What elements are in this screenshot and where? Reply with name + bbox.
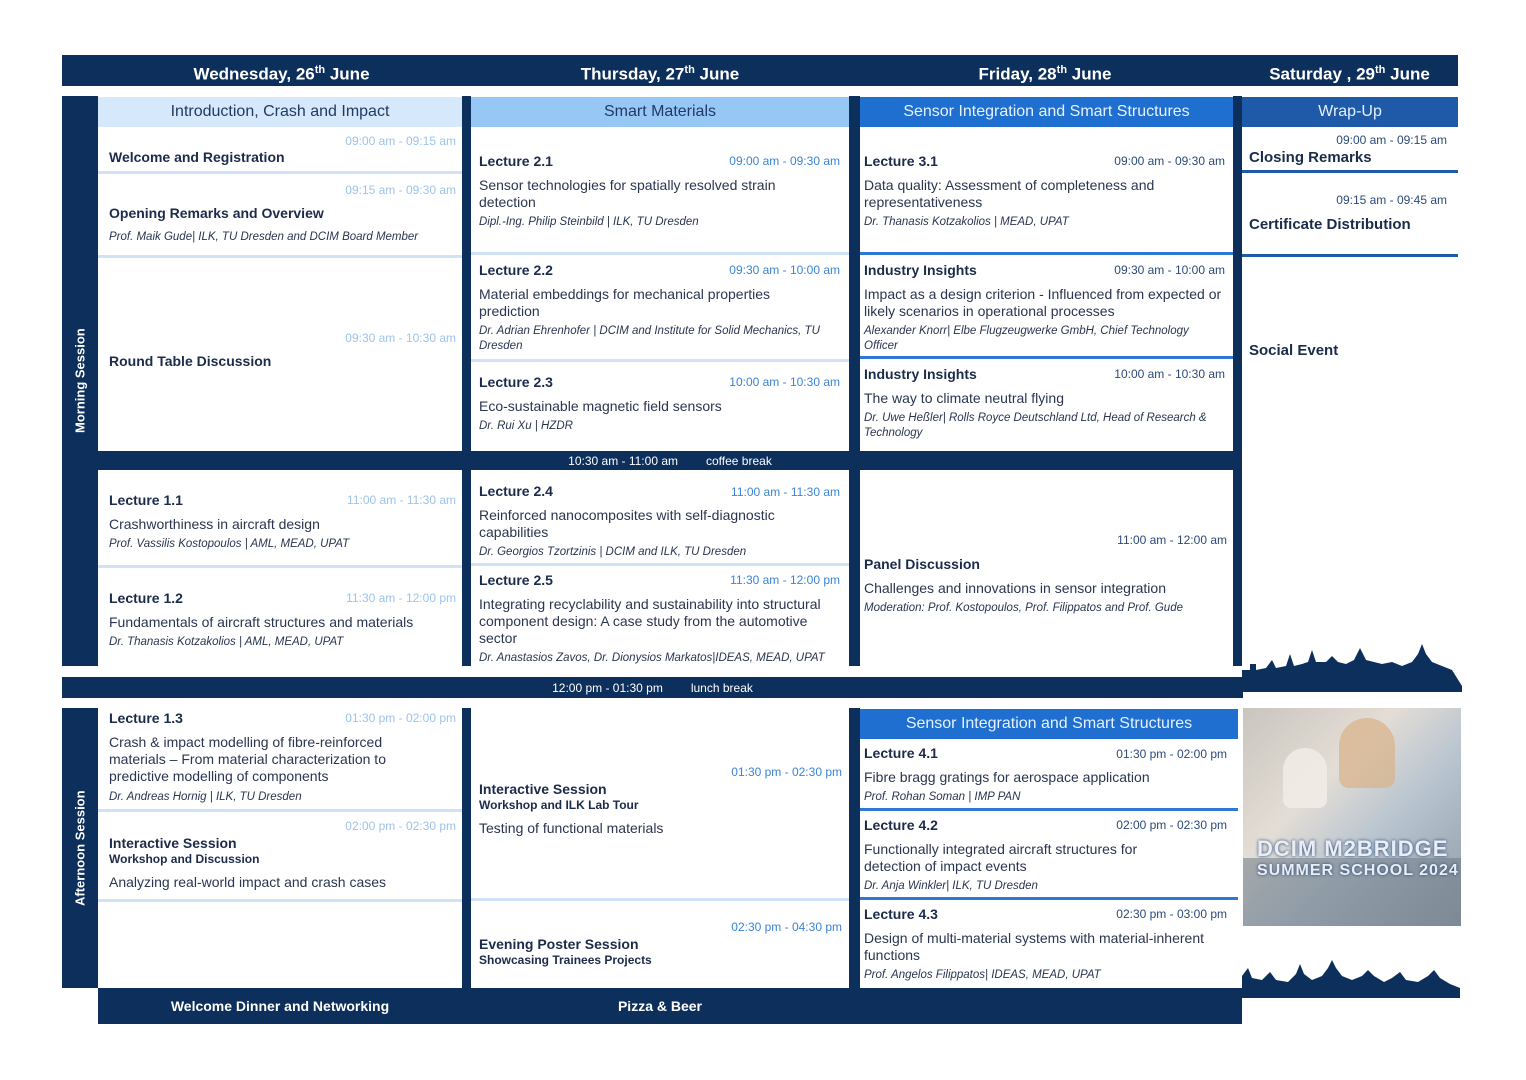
session-title: Lecture 2.5 [479, 572, 553, 588]
session-time: 09:30 am - 10:00 am [729, 263, 840, 277]
session-title: Lecture 2.1 [479, 153, 553, 169]
session-title: Evening Poster Session [479, 936, 639, 952]
session-cell [471, 127, 849, 255]
session-time: 01:30 pm - 02:00 pm [1116, 747, 1227, 761]
session-title: Lecture 2.2 [479, 262, 553, 278]
session-author: Dr. Thanasis Kotzakolios | MEAD, UPAT [864, 216, 1069, 228]
session-description: Design of multi-material systems with material-inherent functions [864, 930, 1204, 963]
session-title: Lecture 1.3 [109, 710, 183, 726]
session-cell [860, 359, 1233, 451]
person-figure [1339, 718, 1395, 788]
session-head-friday: Sensor Integration and Smart Structures [860, 97, 1233, 127]
session-description: Material embeddings for mechanical properties prediction [479, 286, 771, 319]
session-title: Certificate Distribution [1249, 216, 1411, 233]
session-head-friday-afternoon: Sensor Integration and Smart Structures [860, 709, 1238, 739]
afternoon-session-label: Afternoon Session [62, 708, 98, 988]
coffee-break-bar [98, 451, 1242, 470]
session-head-wednesday: Introduction, Crash and Impact [98, 97, 462, 127]
lunch-break-label: lunch break [690, 680, 753, 695]
session-time: 11:30 am - 12:00 pm [730, 573, 840, 587]
session-time: 09:15 am - 09:30 am [345, 183, 456, 197]
session-title: Lecture 2.4 [479, 483, 553, 499]
session-subtitle: Workshop and Discussion [109, 852, 260, 866]
session-cell [98, 568, 462, 666]
session-time: 09:00 am - 09:30 am [729, 154, 840, 168]
column-divider [849, 708, 860, 988]
session-cell [860, 255, 1233, 359]
session-cell [1242, 127, 1458, 173]
coffee-break-time: 10:30 am - 11:00 am [568, 453, 678, 468]
session-description: Challenges and innovations in sensor integration [864, 580, 1166, 596]
session-author: Prof. Angelos Filippatos| IDEAS, MEAD, UPAT [864, 969, 1101, 981]
session-cell [471, 362, 849, 451]
session-description: Integrating recyclability and sustainability into structural component design: A case study from the automotive sector [479, 596, 821, 646]
coffee-break-label: coffee break [706, 453, 772, 468]
session-title: Lecture 4.1 [864, 745, 938, 761]
session-head-thursday: Smart Materials [471, 97, 849, 127]
session-cell [98, 174, 462, 258]
session-time: 02:30 pm - 04:30 pm [731, 920, 842, 934]
session-cell [860, 739, 1238, 811]
session-cell [98, 470, 462, 568]
session-time: 09:30 am - 10:00 am [1114, 263, 1225, 277]
session-time: 02:00 pm - 02:30 pm [1116, 818, 1227, 832]
session-cell [471, 566, 849, 666]
session-title: Panel Discussion [864, 556, 980, 572]
session-description: Eco-sustainable magnetic field sensors [479, 398, 722, 414]
session-time: 11:00 am - 11:30 am [731, 485, 840, 499]
lunch-break-time: 12:00 pm - 01:30 pm [552, 680, 663, 695]
city-skyline-icon [1242, 640, 1462, 692]
session-time: 09:15 am - 09:45 am [1336, 193, 1447, 207]
session-description: The way to climate neutral flying [864, 390, 1064, 406]
session-subtitle: Workshop and ILK Lab Tour [479, 798, 639, 812]
session-title: Lecture 1.1 [109, 492, 183, 508]
session-time: 09:00 am - 09:15 am [1336, 133, 1447, 147]
session-title: Closing Remarks [1249, 149, 1372, 166]
session-author: Moderation: Prof. Kostopoulos, Prof. Filippatos and Prof. Gude [864, 602, 1183, 614]
session-author: Prof. Rohan Soman | IMP PAN [864, 791, 1021, 803]
session-cell [98, 708, 462, 812]
session-cell [98, 127, 462, 174]
session-author: Dr. Georgios Tzortzinis | DCIM and ILK, TU Dresden [479, 546, 747, 558]
session-cell [471, 255, 849, 362]
summer-school-photo [1243, 708, 1461, 926]
session-title: Interactive Session [109, 835, 237, 851]
session-time: 02:30 pm - 03:00 pm [1116, 907, 1227, 921]
summer-school-logo: DCIM M2BRIDGE [1257, 836, 1449, 861]
session-time: 09:00 am - 09:15 am [345, 134, 456, 148]
session-cell [471, 470, 849, 566]
session-cell [98, 812, 462, 902]
footer-wednesday: Welcome Dinner and Networking [170, 998, 390, 1014]
session-time: 02:00 pm - 02:30 pm [345, 819, 456, 833]
session-title: Lecture 2.3 [479, 374, 553, 390]
session-author: Dr. Adrian Ehrenhofer | DCIM and Institute for Solid Mechanics, TU Dresden [479, 325, 820, 352]
session-author: Dr. Andreas Hornig | ILK, TU Dresden [109, 791, 302, 803]
session-description: Crash & impact modelling of fibre-reinforced materials – From material characterization to predictive modelling of components [109, 734, 386, 784]
session-head-saturday: Wrap-Up [1242, 97, 1458, 127]
session-cell [471, 901, 849, 988]
session-description: Functionally integrated aircraft structures for detection of impact events [864, 841, 1138, 874]
session-description: Fundamentals of aircraft structures and materials [109, 614, 414, 630]
day-header-thursday: Thursday, 27th June [580, 64, 740, 84]
session-time: 11:00 am - 12:00 am [1117, 533, 1227, 547]
session-title: Round Table Discussion [109, 353, 272, 369]
session-cell [860, 811, 1238, 900]
session-author: Prof. Maik Gude| ILK, TU Dresden and DCIM Board Member [109, 231, 419, 243]
session-description: Sensor technologies for spatially resolved strain detection [479, 177, 776, 210]
session-time: 10:00 am - 10:30 am [729, 375, 840, 389]
session-description: Reinforced nanocomposites with self-diagnostic capabilities [479, 507, 775, 540]
footer-thursday: Pizza & Beer [617, 998, 703, 1014]
session-title: Lecture 3.1 [864, 153, 938, 169]
day-header-saturday: Saturday , 29th June [1269, 64, 1430, 84]
session-time: 11:30 am - 12:00 pm [346, 591, 456, 605]
session-author: Alexander Knorr| Elbe Flugzeugwerke GmbH, Chief Technology Officer [864, 325, 1189, 352]
session-description: Impact as a design criterion - Influenced from expected or likely scenarios in operational processes [864, 286, 1222, 319]
session-author: Dipl.-Ing. Philip Steinbild | ILK, TU Dresden [479, 216, 699, 228]
session-time: 01:30 pm - 02:30 pm [731, 765, 842, 779]
session-subtitle: Showcasing Trainees Projects [479, 953, 652, 967]
session-title: Welcome and Registration [109, 149, 285, 165]
lunch-break-bar [62, 677, 1243, 698]
session-cell [98, 258, 462, 451]
day-header-wednesday: Wednesday, 26th June [193, 64, 370, 84]
session-title: Industry Insights [864, 262, 977, 278]
person-figure [1283, 748, 1327, 808]
morning-session-label: Morning Session [62, 96, 98, 666]
session-description: Analyzing real-world impact and crash cases [109, 874, 387, 890]
column-divider [1233, 96, 1242, 666]
session-author: Dr. Uwe Heßler| Rolls Royce Deutschland Ltd, Head of Research & Technology [864, 412, 1207, 439]
session-author: Prof. Vassilis Kostopoulos | AML, MEAD, UPAT [109, 538, 350, 550]
session-author: Dr. Anastasios Zavos, Dr. Dionysios Markatos|IDEAS, MEAD, UPAT [479, 652, 825, 664]
session-description: Testing of functional materials [479, 820, 664, 836]
day-header-friday: Friday, 28th June [978, 64, 1112, 84]
session-time: 09:00 am - 09:30 am [1114, 154, 1225, 168]
session-author: Dr. Rui Xu | HZDR [479, 420, 573, 432]
social-event-title: Social Event [1249, 342, 1339, 359]
session-title: Industry Insights [864, 366, 977, 382]
session-author: Dr. Thanasis Kotzakolios | AML, MEAD, UPAT [109, 636, 344, 648]
session-title: Interactive Session [479, 781, 607, 797]
city-skyline-icon [1242, 958, 1460, 998]
column-divider [849, 96, 860, 666]
session-title: Lecture 1.2 [109, 590, 183, 606]
summer-school-logo-sub: SUMMER SCHOOL 2024 [1257, 862, 1459, 879]
column-divider [462, 96, 471, 666]
session-title: Lecture 4.3 [864, 906, 938, 922]
session-description: Fibre bragg gratings for aerospace application [864, 769, 1150, 785]
column-divider [462, 708, 471, 988]
session-title: Opening Remarks and Overview [109, 205, 324, 221]
session-cell [471, 708, 849, 901]
session-author: Dr. Anja Winkler| ILK, TU Dresden [864, 880, 1038, 892]
session-description: Crashworthiness in aircraft design [109, 516, 320, 532]
session-title: Lecture 4.2 [864, 817, 938, 833]
session-cell [860, 127, 1233, 255]
session-time: 01:30 pm - 02:00 pm [345, 711, 456, 725]
session-time: 11:00 am - 11:30 am [347, 493, 456, 507]
session-cell [1242, 173, 1458, 257]
session-time: 10:00 am - 10:30 am [1114, 367, 1225, 381]
session-cell [860, 470, 1233, 666]
session-time: 09:30 am - 10:30 am [345, 331, 456, 345]
session-description: Data quality: Assessment of completeness and representativeness [864, 177, 1155, 210]
session-cell [860, 900, 1238, 988]
